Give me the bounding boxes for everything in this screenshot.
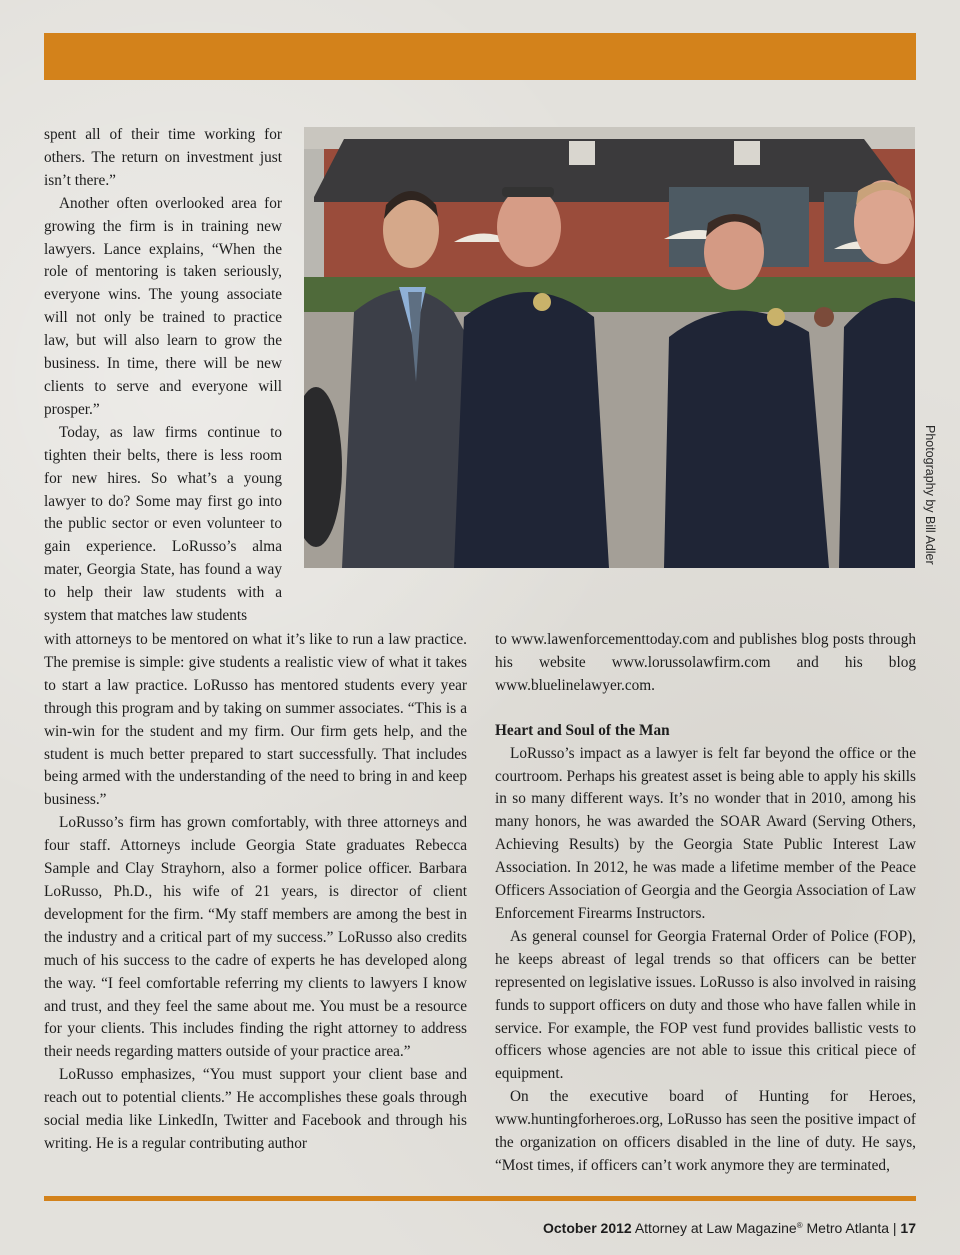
article-column-left (44, 629, 467, 1156)
paragraph: As general counsel for Georgia Fraternal Order of Police (FOP), he keeps abreast of legal trends so that officers can be better represented on legislative issues. LoRusso is also involved in raising funds to support officers on duty and those who have fallen while in service. For example, the FOP vest fund provides ballistic vests to officers whose agencies are not able to issue this critical piece of equipment. (495, 927, 916, 1083)
page-number: 17 (900, 1220, 916, 1236)
paragraph: LoRusso’s firm has grown comfortably, with three attorneys and four staff. Attorneys include Georgia State graduates Rebecca Sample and Clay Strayhorn, also a former police officer. Barbara LoRusso, Ph.D., his wife of 21 years, is director of client development for the firm. “My staff members are among the best in the industry and a critical part of my success.” LoRusso also credits much of his success to the cadre of experts he has developed along the way. “I feel comfortable referring my clients to lawyers I know and trust, and they feel the same about me. You must be a resource for your clients. This includes finding the right attorney to address their needs regarding matters outside of your practice area.” (44, 814, 467, 1061)
footer-magazine: Attorney at Law Magazine (634, 1220, 797, 1236)
paragraph: Another often overlooked area for growing the firm is in training new lawyers. Lance explains, “When the role of mentoring is taken seriously, everyone wins. The young associate will not only be trained to practice law, but will also learn to grow the business. In time, there will be new clients to serve and everyone will prosper.” (44, 194, 282, 418)
footer-rule (44, 1196, 916, 1201)
paragraph: with attorneys to be mentored on what it’s like to run a law practice. The premise is simple: give students a realistic view of what it takes to start a law practice. LoRusso has mentored students every year through this program and by taking on summer associates. “This is a win-win for the student and my firm. Our firm gets help, and the student is much better prepared to start successfully. That includes being armed with the understanding of the need to bring in and keep business.” (44, 631, 467, 809)
photo-credit: Photography by Bill Adler (923, 425, 937, 565)
footer-trademark: ® (796, 1221, 803, 1230)
article-photo (304, 127, 915, 568)
paragraph: spent all of their time working for others. The return on investment just isn’t there.” (44, 126, 282, 189)
paragraph: LoRusso emphasizes, “You must support your client base and reach out to potential clients.” He accomplishes these goals through social media like LinkedIn, Twitter and Facebook and through his writing. He is a regular contributing author (44, 1066, 467, 1152)
footer-separator: | (892, 1220, 897, 1236)
paragraph: LoRusso’s impact as a lawyer is felt far beyond the office or the courtroom. Perhaps his greatest asset is being able to apply his skills in so many different ways. It’s no wonder that in 2010, among his many honors, he was awarded the SOAR Award (Serving Others, Achieving Results) by the Georgia State Public Interest Law Association. In 2012, he was made a lifetime member of the Peace Officers Association of Georgia and the Georgia Association of Law Enforcement Firearms Instructors. (495, 744, 916, 922)
header-bar (44, 33, 916, 80)
article-column-wrap (44, 124, 282, 628)
section-heading: Heart and Soul of the Man (495, 721, 670, 739)
paragraph: On the executive board of Hunting for Heroes, www.huntingforheroes.org, LoRusso has seen the positive impact of the organization on officers disabled in the line of duty. He says, “Most times, if officers can’t work anymore they are terminated, (495, 1088, 916, 1174)
footer-edition: Metro Atlanta (806, 1220, 889, 1236)
article-column-right (495, 629, 916, 1178)
page-footer (543, 1220, 916, 1240)
paragraph: to www.lawenforcementtoday.com and publishes blog posts through his website www.lorussolawfirm.com and his blog www.bluelinelawyer.com. (495, 631, 916, 694)
paragraph: Today, as law firms continue to tighten their belts, there is less room for new hires. So what’s a young lawyer to do? Some may first go into the public sector or even volunteer to gain experience. LoRusso’s alma mater, Georgia State, has found a way to help their law students with a system that matches law students (44, 423, 282, 625)
footer-date: October 2012 (542, 1220, 632, 1236)
